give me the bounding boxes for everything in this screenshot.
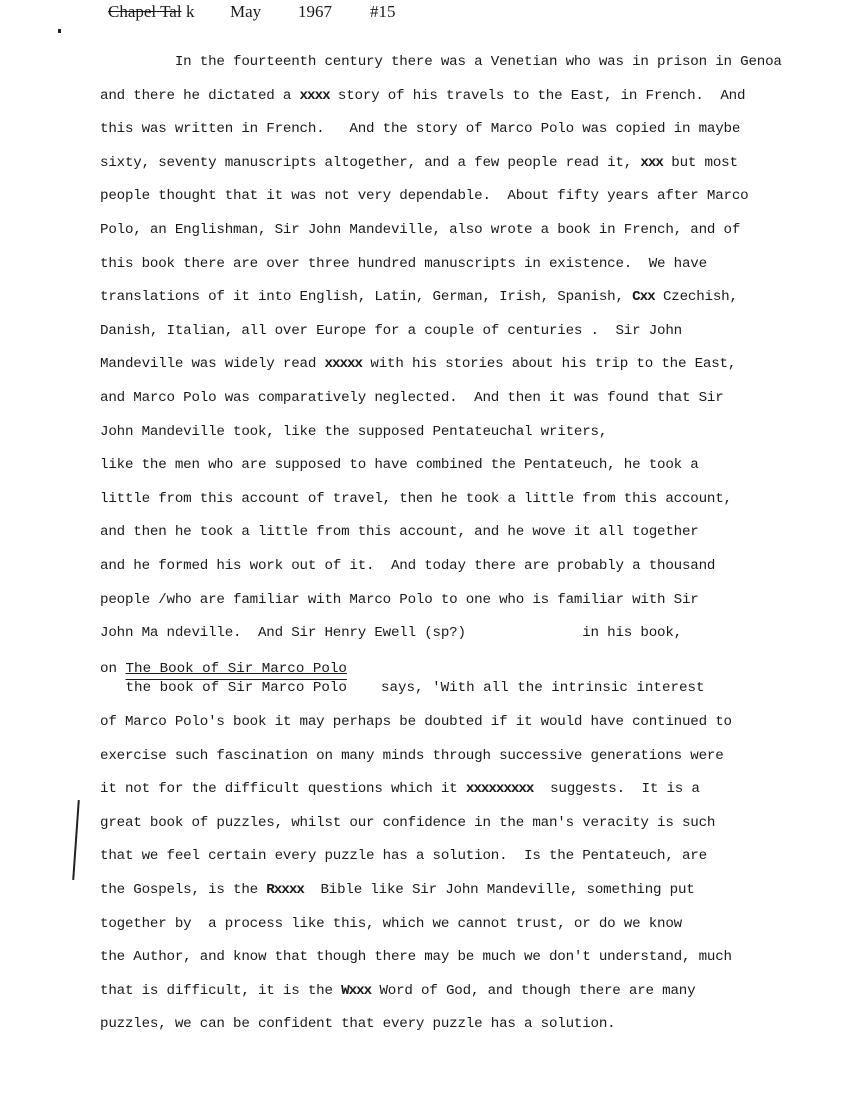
handwritten-title: The Book of Sir Marco Polo [125, 661, 347, 677]
text-segment: puzzles, we can be confident that every puzzle has a solution. [100, 1016, 616, 1033]
body-text-part1 [100, 52, 800, 657]
text-segment: this was written in French. And the story of Marco Polo was copied in maybe [100, 121, 741, 138]
text-segment: story of his travels to the East, in French. And [329, 87, 746, 104]
text-line [100, 779, 800, 813]
text-segment: like the men who are supposed to have combined the Pentateuch, he took a [100, 457, 699, 474]
text-segment: and then he took a little from this account, and he wove it all together [100, 524, 699, 541]
text-segment: and Marco Polo was comparatively neglected. And then it was found that Sir [100, 389, 724, 406]
text-segment: great book of puzzles, whilst our confidence in the man's veracity is such [100, 814, 716, 831]
text-line [100, 590, 800, 624]
overstruck-word: xxxx [299, 87, 330, 104]
overstruck-word: xxxxxxxxx [465, 781, 534, 798]
title-prefix: on [100, 661, 126, 677]
text-segment: sixty, seventy manuscripts altogether, and a few people read it, [100, 154, 641, 171]
text-line [100, 86, 800, 120]
text-segment: Danish, Italian, all over Europe for a couple of centuries . Sir John [100, 322, 682, 339]
text-segment: but most [662, 154, 738, 171]
overstruck-word: Cxx [632, 289, 655, 306]
text-segment: with his stories about his trip to the East, [362, 356, 737, 373]
text-line [100, 947, 800, 981]
text-segment: this book there are over three hundred manuscripts in existence. We have [100, 255, 707, 272]
text-segment: the Author, and know that though there may be much we don't understand, much [100, 949, 732, 966]
text-segment: Word of God, and though there are many [371, 982, 696, 999]
struck-text: Chapel Tal [108, 2, 182, 21]
text-line [100, 880, 800, 914]
text-line [100, 489, 800, 523]
text-segment: little from this account of travel, then he took a little from this account, [100, 490, 732, 507]
text-line [100, 981, 800, 1015]
body-text-part2 [100, 712, 800, 1048]
text-segment: and he formed his work out of it. And today there are probably a thousand [100, 557, 716, 574]
text-line [100, 52, 800, 86]
text-segment: that we feel certain every puzzle has a solution. Is the Pentateuch, are [100, 848, 707, 865]
text-segment: In the fourteenth century there was a Venetian who was in prison in Genoa [100, 54, 782, 70]
book-title-line-handwritten [100, 660, 347, 678]
text-line [100, 354, 800, 388]
text-segment: it not for the difficult questions which it [100, 781, 466, 798]
text-segment: exercise such fascination on many minds through successive generations were [100, 747, 724, 764]
text-line [100, 1014, 800, 1048]
overstruck-word: xxxxx [324, 356, 363, 373]
text-segment: Polo, an Englishman, Sir John Mandeville, also wrote a book in French, and of [100, 221, 741, 238]
text-segment: that is difficult, it is the [100, 982, 342, 999]
text-line [100, 220, 800, 254]
text-segment: people /who are familiar with Marco Polo to one who is familiar with Sir [100, 591, 699, 608]
header-month: May [230, 2, 262, 21]
header-number: #15 [370, 2, 396, 21]
text-segment: people thought that it was not very dependable. About fifty years after Marco [100, 188, 749, 205]
text-line [100, 186, 800, 220]
text-line [100, 623, 800, 657]
text-segment: Mandeville was widely read [100, 356, 325, 373]
text-segment: and there he dictated a [100, 87, 300, 104]
text-line [100, 388, 800, 422]
text-line [100, 254, 800, 288]
text-segment: suggests. It is a [533, 781, 700, 798]
ink-mark [58, 29, 61, 33]
header-title: k [186, 2, 195, 21]
quote-start: says, 'With all the intrinsic interest [380, 680, 705, 696]
text-line [100, 321, 800, 355]
text-segment: of Marco Polo's book it may perhaps be doubted if it would have continued to [100, 714, 732, 730]
text-line [100, 846, 800, 880]
overstruck-word: Wxxx [341, 982, 372, 999]
text-segment: Czechish, [654, 289, 738, 306]
text-segment: John Ma ndeville. And Sir Henry Ewell (sp?) in his book, [100, 625, 682, 642]
typed-title: the book of Sir Marco Polo [125, 680, 347, 696]
overstruck-word: Rxxxx [266, 881, 304, 898]
header-year: 1967 [298, 2, 332, 21]
text-line [100, 119, 800, 153]
text-segment: the Gospels, is the [100, 881, 267, 898]
text-line [100, 746, 800, 780]
text-segment: translations of it into English, Latin, German, Irish, Spanish, [100, 289, 633, 306]
overstruck-word: xxx [640, 154, 663, 171]
text-line [100, 914, 800, 948]
text-line [100, 522, 800, 556]
document-header [108, 2, 428, 24]
text-segment: John Mandeville took, like the supposed Pentateuchal writers, [100, 423, 608, 440]
margin-line [72, 800, 79, 880]
text-line [100, 422, 800, 456]
text-line [100, 556, 800, 590]
text-line [100, 813, 800, 847]
book-title-line-typed [100, 679, 705, 697]
text-segment: Bible like Sir John Mandeville, something put [303, 881, 695, 898]
text-line [100, 455, 800, 489]
text-segment: together by a process like this, which we cannot trust, or do we know [100, 915, 682, 932]
text-line [100, 287, 800, 321]
text-line [100, 153, 800, 187]
text-line [100, 712, 800, 746]
